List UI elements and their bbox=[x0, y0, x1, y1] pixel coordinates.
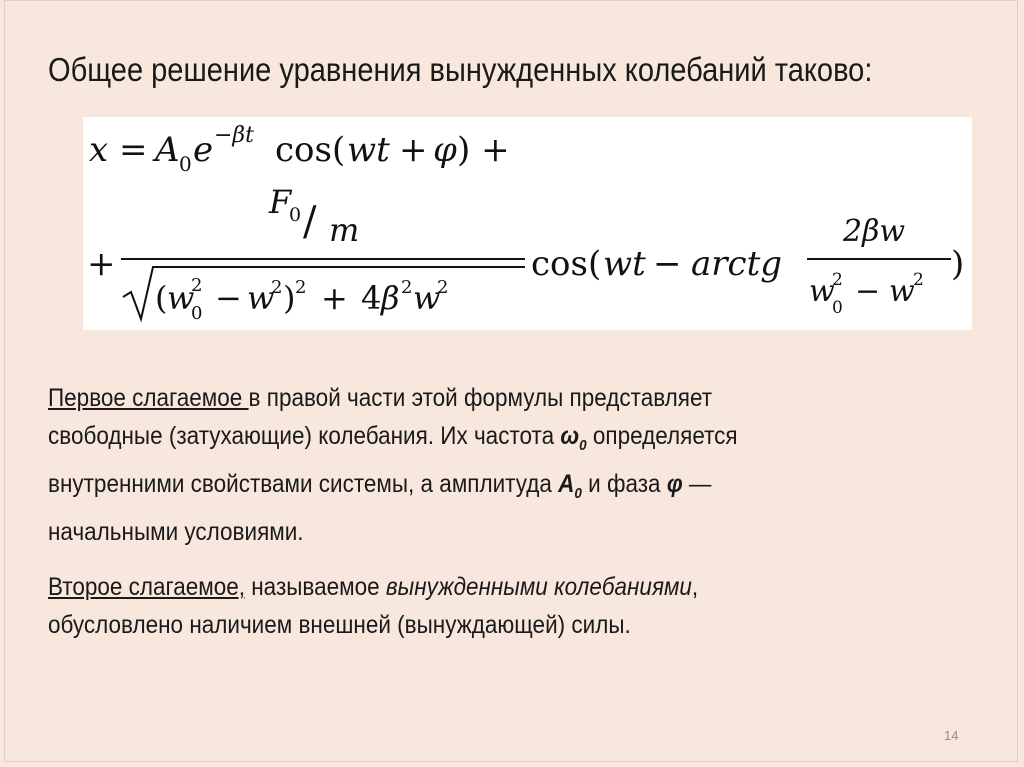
formula-x: x bbox=[89, 130, 109, 170]
amplitude-symbol: A bbox=[558, 470, 575, 498]
formula-den-close-sup: 2 bbox=[295, 277, 307, 298]
formula-cos: cos( bbox=[275, 130, 346, 170]
formula-den-minus: − bbox=[215, 279, 242, 317]
formula-arctg: arctg bbox=[691, 244, 782, 284]
formula-A: A bbox=[155, 130, 180, 170]
phase-symbol: φ bbox=[666, 470, 683, 498]
formula-den-w0-sub: 0 bbox=[191, 303, 203, 324]
formula-den-plus: + bbox=[321, 279, 348, 317]
formula-den-w0: w bbox=[167, 279, 195, 317]
formula-image bbox=[83, 117, 972, 330]
formula-plus-start: + bbox=[87, 244, 116, 284]
second-term-lead: Второе слагаемое, bbox=[48, 573, 246, 601]
formula-exponent: −βt bbox=[214, 123, 254, 148]
formula-equals: = bbox=[119, 130, 148, 170]
formula-frac2-w: w bbox=[889, 274, 915, 309]
formula-e: e bbox=[193, 130, 214, 170]
formula-frac2-w0-sub: 0 bbox=[832, 298, 843, 318]
formula-slash: / bbox=[303, 199, 317, 245]
slide-title: Общее решение уравнения вынужденных колебаний таково: bbox=[48, 51, 873, 88]
p1-text-6: — bbox=[682, 470, 712, 498]
p1-text-5: и фаза bbox=[581, 470, 667, 498]
amplitude-sub: 0 bbox=[574, 485, 582, 502]
formula-close-plus: ) + bbox=[457, 130, 510, 170]
p1-text-3: определяется bbox=[586, 422, 738, 450]
formula-den-w-sup: 2 bbox=[271, 277, 283, 298]
formula-minus2: − bbox=[653, 244, 682, 284]
formula-final-paren: ) bbox=[951, 244, 965, 284]
formula-frac2-w-sup: 2 bbox=[913, 270, 924, 290]
p1-text-1: в правой части этой формулы представляет bbox=[248, 384, 713, 412]
p1-text-4: внутренними свойствами системы, а амплитуда bbox=[48, 470, 559, 498]
formula-svg bbox=[83, 117, 972, 330]
p2-text-3: обусловлено наличием внешней (вынуждающей) силы. bbox=[48, 611, 631, 639]
first-term-lead: Первое слагаемое bbox=[48, 384, 249, 412]
formula-A-sub: 0 bbox=[179, 152, 192, 176]
formula-wt2: wt bbox=[603, 244, 646, 284]
p2-text-1: называемое bbox=[245, 573, 386, 601]
p1-text-7: начальными условиями. bbox=[48, 518, 304, 546]
omega-symbol: ω bbox=[560, 422, 580, 450]
formula-cos2: cos( bbox=[531, 244, 602, 284]
formula-den-w-end: w bbox=[413, 279, 441, 317]
formula-phi: φ bbox=[433, 130, 457, 170]
page-number: 14 bbox=[944, 728, 959, 743]
paragraph-first-term bbox=[48, 379, 858, 551]
formula-F: F bbox=[269, 183, 292, 221]
p2-text-2: , bbox=[691, 573, 699, 601]
formula-den-w-end-sup: 2 bbox=[437, 277, 449, 298]
formula-den-beta: β bbox=[381, 279, 400, 317]
p1-text-2: свободные (затухающие) колебания. Их частота bbox=[48, 422, 561, 450]
formula-frac2-w0-sup: 2 bbox=[832, 270, 843, 290]
formula-F-sub: 0 bbox=[289, 204, 302, 226]
paragraph-second-term bbox=[48, 568, 858, 644]
formula-wt: wt bbox=[347, 130, 390, 170]
formula-frac2-num: 2βw bbox=[843, 214, 906, 249]
formula-frac2-w0: w bbox=[809, 274, 835, 309]
formula-den-beta-sup: 2 bbox=[401, 277, 413, 298]
formula-plus-phi: + bbox=[399, 130, 428, 170]
p2-italic: вынужденными колебаниями bbox=[385, 573, 692, 601]
omega-sub: 0 bbox=[579, 437, 587, 454]
formula-den-w: w bbox=[247, 279, 275, 317]
formula-den-four: 4 bbox=[361, 279, 382, 317]
formula-m: m bbox=[329, 211, 360, 249]
formula-den-close: ) bbox=[283, 279, 296, 317]
formula-den-open: ( bbox=[155, 279, 168, 317]
formula-den-w0-sup: 2 bbox=[191, 275, 203, 296]
formula-frac2-minus: − bbox=[855, 274, 881, 309]
